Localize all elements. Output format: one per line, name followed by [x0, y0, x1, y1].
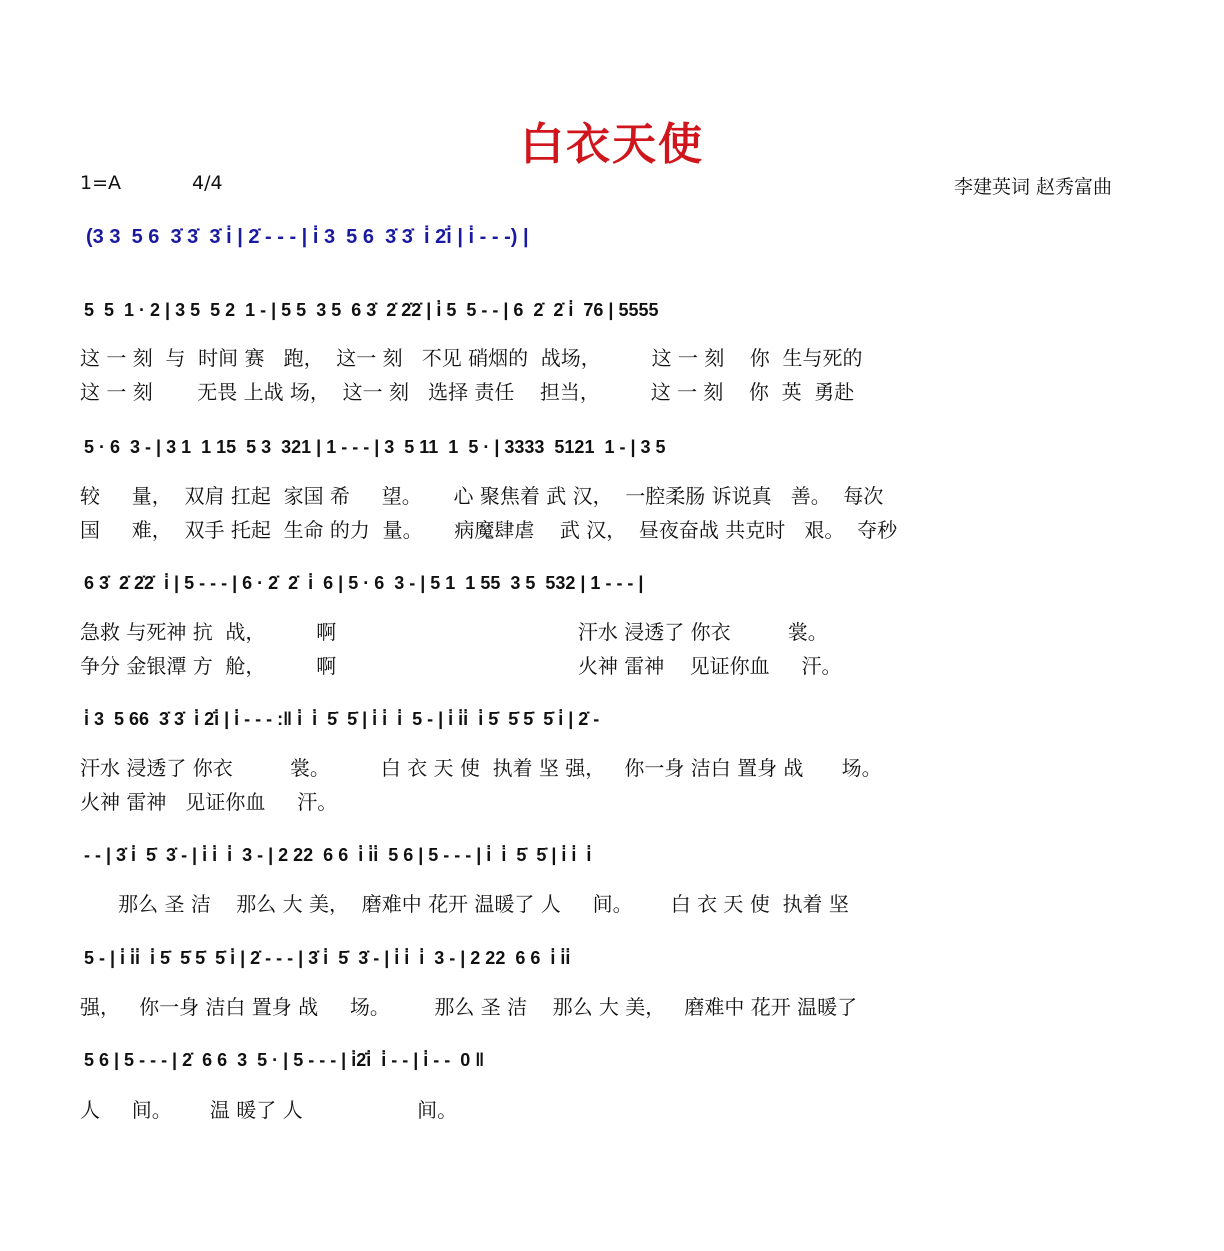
notation-line: 5 · 6 3 - | 3 1 1 15 5 3 321 | 1 - - - | 3 5 11 1 5 · | 3333 5121 1 - | 3 5: [84, 437, 666, 457]
time-signature: 4/4: [192, 172, 223, 194]
lyric-verse-1: 强， 你一身 洁白 置身 战 场。 那么 圣 洁 那么 大 美， 磨难中 花开 温暖了: [80, 995, 858, 1019]
key-signature: 1=A: [80, 172, 122, 194]
notation-line: 5 5 1 · 2 | 3 5 5 2 1 - | 5 5 3 5 6 3̇ 2̇ 2̇2̇ | i̇ 5 5 - - | 6 2̇ 2̇ i̇ 76 | 5555: [84, 300, 659, 320]
lyric-verse-1: 那么 圣 洁 那么 大 美， 磨难中 花开 温暖了 人 间。 白 衣 天 使 执着 坚: [80, 892, 849, 916]
lyric-verse-1: 人 间。 温 暖了 人 间。: [80, 1098, 458, 1122]
notation-line: i̇ 3 5 66 3̇ 3̇ i̇ 2̇i̇ | i̇ - - - :‖ i̇ i̇ 5̇ 5̇ | i̇ i̇ i̇ 5 - | i̇ i̇i̇ i̇ 5̇ 5̇ 5̇ 5̇ i̇ | 2̇ -: [84, 709, 600, 729]
notation-line: 5 6 | 5 - - - | 2̇ 6 6 3 5 · | 5 - - - | i̇2̇i̇ i̇ - - | i̇ - - 0 ‖: [84, 1050, 485, 1070]
notation-line: - - | 3̇ i̇ 5̇ 3̇ - | i̇ i̇ i̇ 3 - | 2 22 6 6 i̇ i̇i̇ 5 6 | 5 - - - | i̇ i̇ 5̇ 5̇ | i̇ i̇ i̇: [84, 845, 592, 865]
notation-line: 6 3̇ 2̇ 2̇2̇ i̇ | 5 - - - | 6 · 2̇ 2̇ i̇ 6 | 5 · 6 3 - | 5 1 1 55 3 5 532 | 1 - - - |: [84, 573, 644, 593]
notation-line: 5 - | i̇ i̇i̇ i̇ 5̇ 5̇ 5̇ 5̇ i̇ | 2̇ - - - | 3̇ i̇ 5̇ 3̇ - | i̇ i̇ i̇ 3 - | 2 22 6 6 i̇ i̇i̇: [84, 948, 571, 968]
lyric-verse-1: 这 一 刻 与 时间 赛 跑， 这一 刻 不见 硝烟的 战场， 这 一 刻 你 生与死的: [80, 346, 863, 370]
lyric-verse-2: 这 一 刻 无畏 上战 场， 这一 刻 选择 责任 担当， 这 一 刻 你 英 勇赴: [80, 380, 855, 404]
lyric-verse-2: 争分 金银潭 方 舱， 啊 火神 雷神 见证你血 汗。: [80, 654, 842, 678]
lyric-verse-2: 火神 雷神 见证你血 汗。: [80, 790, 338, 814]
credits: 李建英词 赵秀富曲: [953, 176, 1112, 198]
notation-line: (3 3 5 6 3̇ 3̇ 3̇ i̇ | 2̇ - - - | i̇ 3 5 6 3̇ 3̇ i̇ 2̇i̇ | i̇ - - -) |: [86, 226, 529, 248]
lyric-verse-1: 汗水 浸透了 你衣 裳。 白 衣 天 使 执着 坚 强， 你一身 洁白 置身 战 场。: [80, 756, 882, 780]
song-title: 白衣天使: [520, 119, 704, 170]
lyric-verse-2: 国 难， 双手 托起 生命 的力 量。 病魔肆虐 武 汉， 昼夜奋战 共克时 艰。 夺秒: [80, 518, 898, 542]
lyric-verse-1: 较 量， 双肩 扛起 家国 希 望。 心 聚焦着 武 汉， 一腔柔肠 诉说真 善。 每次: [80, 484, 884, 508]
lyric-verse-1: 急救 与死神 抗 战， 啊 汗水 浸透了 你衣 裳。: [80, 620, 828, 644]
